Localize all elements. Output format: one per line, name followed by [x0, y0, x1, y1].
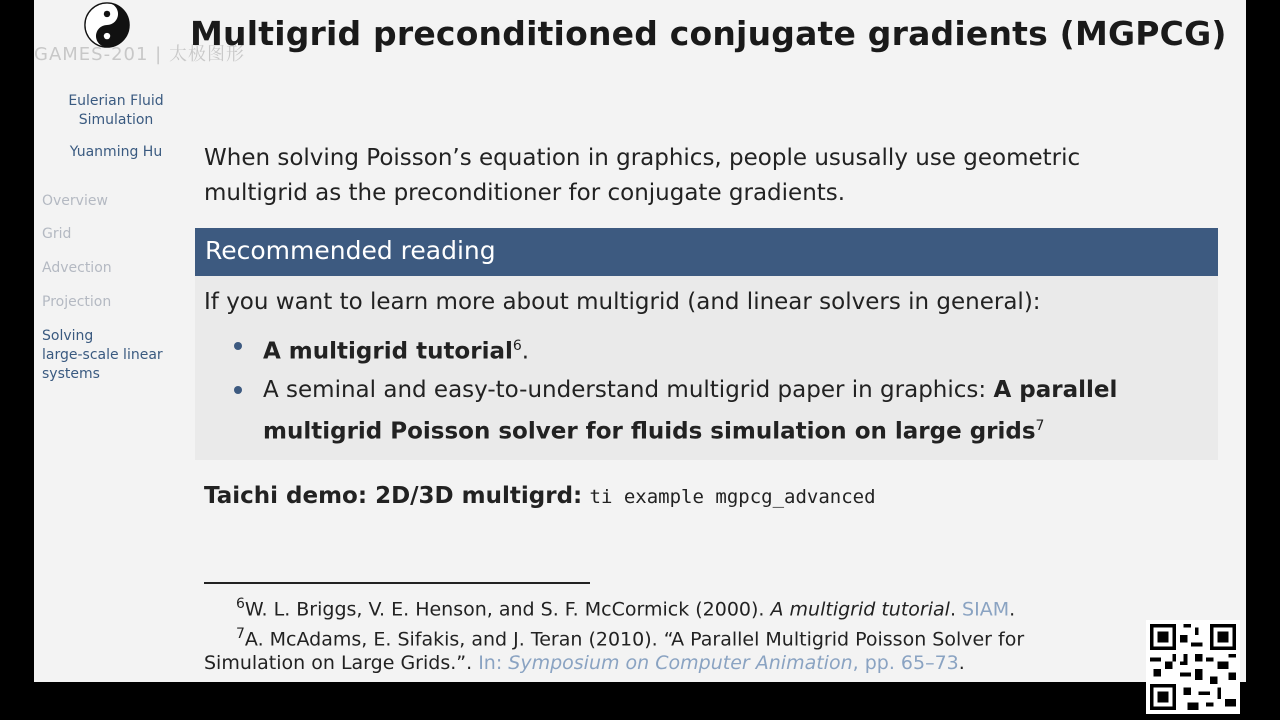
sidebar-item-overview[interactable]: Overview [42, 193, 108, 209]
footnote-7-number: 7 [236, 626, 245, 642]
footnote-7-in: In: [478, 652, 509, 674]
footnote-7-venue: Symposium on Computer Animation [508, 652, 853, 674]
footnote-6-publisher: SIAM [962, 598, 1010, 621]
sidebar-item-solving-line1: Solving [42, 328, 94, 344]
qr-code-icon [1146, 620, 1240, 714]
sidebar-title-line2: Simulation [78, 112, 154, 128]
footnote-6-number: 6 [236, 596, 245, 612]
footnote-7-pages: , pp. 65–73 [852, 652, 959, 674]
intro-line2: multigrid as the preconditioner for conjugate gradients. [204, 180, 846, 206]
sidebar-author: Yuanming Hu [69, 144, 163, 160]
footnote-6-authors: W. L. Briggs, V. E. Henson, and S. F. McCormick (2000). [244, 598, 771, 621]
demo-label: Taichi demo: 2D/3D multigrd: [204, 483, 583, 509]
bullet-2-line2 [263, 409, 1044, 450]
footnote-6-title: A multigrid tutorial [770, 598, 950, 621]
bullet-2-text: A seminal and easy-to-understand multigrid paper in graphics: [263, 377, 994, 403]
sidebar-item-projection[interactable]: Projection [42, 294, 112, 310]
footnote-7-text: A. McAdams, E. Sifakis, and J. Teran (2010). “A Parallel Multigrid Poisson Solver for [244, 628, 1025, 651]
block-heading: Recommended reading [195, 228, 1218, 276]
sidebar [34, 0, 245, 682]
sidebar-title-line1: Eulerian Fluid [68, 93, 164, 109]
bullet-1-marker [234, 342, 242, 350]
bullet-2 [263, 373, 1117, 408]
intro-line1: When solving Poisson’s equation in graphics, people ususally use geometric [204, 145, 1081, 171]
footnote-7-end: . [958, 652, 965, 674]
footnote-6-end: . [1009, 598, 1016, 621]
block-lead: If you want to learn more about multigrid (and linear solvers in general): [204, 289, 1041, 315]
bullet-2-footnote-ref[interactable]: 7 [1035, 418, 1045, 434]
footnote-7-title-end: Simulation on Large Grids.”. [204, 652, 479, 674]
bullet-1-title: A multigrid tutorial [263, 338, 513, 365]
sidebar-item-grid[interactable]: Grid [42, 226, 72, 242]
footnote-6-dot: . [949, 598, 963, 621]
sidebar-item-solving[interactable] [42, 327, 163, 384]
sidebar-item-advection[interactable]: Advection [42, 260, 112, 276]
bullet-2-title-part2: multigrid Poisson solver for fluids simulation on large grids [263, 418, 1036, 445]
bullet-2-title-part1: A parallel [993, 377, 1118, 403]
footnote-7-line2 [204, 649, 965, 678]
bullet-1 [263, 329, 529, 370]
page-title: Multigrid preconditioned conjugate gradients (MGPCG) [190, 14, 1227, 53]
sidebar-item-solving-line2: large-scale linear [42, 347, 163, 363]
bullet-1-end: . [521, 338, 530, 365]
watermark: GAMES-201 | 太极图形 [34, 44, 245, 65]
demo-command: ti example mgpcg_advanced [589, 486, 876, 508]
bullet-2-marker [234, 386, 242, 394]
bullet-1-footnote-ref[interactable]: 6 [512, 338, 522, 354]
slide [34, 0, 1246, 682]
sidebar-item-solving-line3: systems [42, 366, 100, 382]
demo-line [204, 479, 876, 515]
footnote-rule [204, 582, 590, 584]
